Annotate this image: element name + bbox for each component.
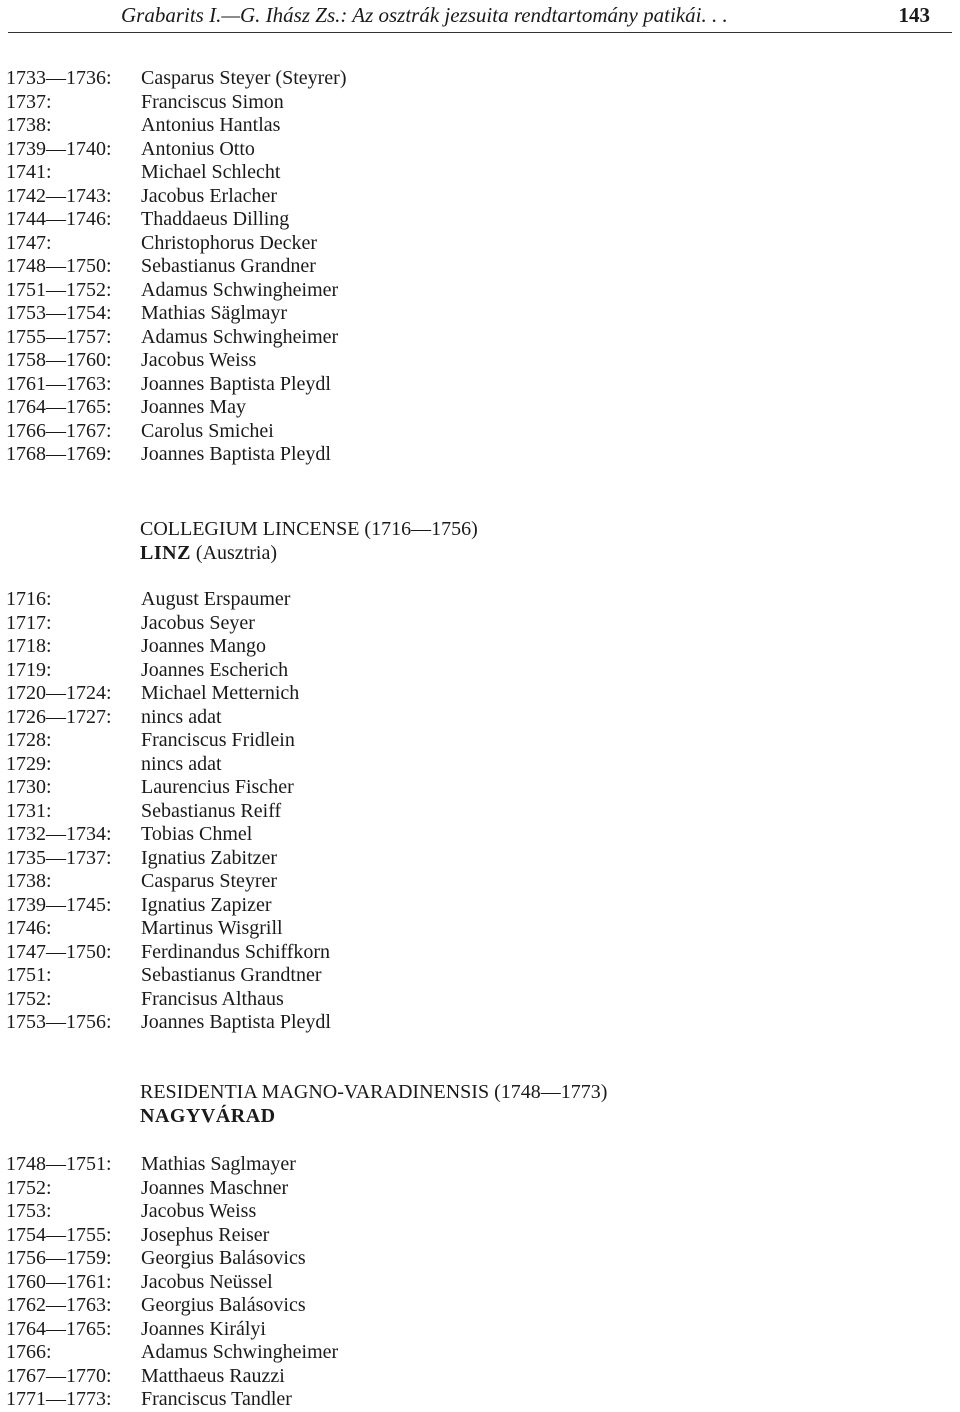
section-title: COLLEGIUM LINCENSE (1716—1756)	[140, 518, 478, 540]
list-item	[6, 1224, 806, 1248]
list-item-name: Joannes Mango	[141, 635, 266, 657]
list-item-name: Ignatius Zapizer	[141, 893, 272, 916]
list-item	[6, 682, 806, 706]
list-item-years: 1764—1765:	[6, 1317, 112, 1340]
list-item	[6, 396, 806, 420]
list-item-name: Casparus Steyrer	[141, 870, 278, 892]
list-item-years: 1753:	[6, 1200, 52, 1222]
running-title: Grabarits I.—G. Ihász Zs.: Az osztrák jezsuita rendtartomány patikái. . .	[121, 3, 728, 27]
list-item-name: Martinus Wisgrill	[141, 917, 283, 939]
section-city: NAGYVÁRAD	[140, 1104, 276, 1127]
list-item-years: 1771—1773:	[6, 1388, 112, 1410]
list-item-name: Jacobus Weiss	[141, 1200, 257, 1222]
list-item-years: 1718:	[6, 635, 52, 657]
pharmacist-list-nagyvarad	[6, 1153, 806, 1412]
list-item-name: Adamus Schwingheimer	[141, 1341, 339, 1363]
list-item	[6, 279, 806, 303]
list-item-years: 1741:	[6, 161, 52, 183]
section-title: RESIDENTIA MAGNO-VARADINENSIS (1748—1773)	[140, 1081, 608, 1103]
list-item-name: Joannes Maschner	[141, 1176, 289, 1199]
list-item-name: Michael Metternich	[141, 682, 300, 704]
list-item	[6, 1271, 806, 1295]
list-item	[6, 800, 806, 824]
list-item	[6, 1247, 806, 1271]
page-number: 143	[898, 3, 930, 27]
list-item	[6, 255, 806, 279]
list-item	[6, 1388, 806, 1412]
list-item-years: 1748—1751:	[6, 1153, 112, 1175]
list-item	[6, 302, 806, 326]
list-item	[6, 894, 806, 918]
list-item	[6, 443, 806, 467]
list-item-name: Georgius Balásovics	[141, 1294, 306, 1316]
list-item-years: 1752:	[6, 1176, 52, 1199]
list-item	[6, 161, 806, 185]
list-item	[6, 1177, 806, 1201]
list-item-name: Francisus Althaus	[141, 987, 284, 1010]
section-heading-nagyvarad	[140, 1081, 607, 1128]
list-item	[6, 988, 806, 1012]
list-item	[6, 185, 806, 209]
list-item-name: Jacobus Seyer	[141, 611, 255, 634]
list-item	[6, 1153, 806, 1177]
list-item-years: 1753—1756:	[6, 1011, 112, 1033]
list-item	[6, 753, 806, 777]
list-item-years: 1731:	[6, 799, 52, 822]
list-item-name: Franciscus Fridlein	[141, 729, 295, 751]
section-heading-linz	[140, 518, 478, 565]
list-item	[6, 964, 806, 988]
list-item	[6, 208, 806, 232]
list-item-name: Sebastianus Grandner	[141, 255, 316, 277]
list-item-years: 1733—1736:	[6, 67, 112, 89]
list-item-years: 1766—1767:	[6, 419, 112, 442]
list-item-name: Adamus Schwingheimer	[141, 325, 339, 348]
list-item-years: 1729:	[6, 752, 52, 775]
list-item	[6, 941, 806, 965]
list-item-name: August Erspaumer	[141, 588, 291, 610]
list-item-name: Christophorus Decker	[141, 231, 318, 254]
list-item	[6, 729, 806, 753]
list-item-years: 1739—1740:	[6, 137, 112, 160]
list-item-name: Antonius Hantlas	[141, 114, 281, 136]
list-item-name: Mathias Säglmayr	[141, 302, 288, 324]
list-item-years: 1752:	[6, 987, 52, 1010]
list-item-name: nincs adat	[141, 705, 222, 728]
list-item	[6, 776, 806, 800]
list-item-name: Ferdinandus Schiffkorn	[141, 940, 331, 963]
list-item-years: 1762—1763:	[6, 1294, 112, 1316]
list-item-name: Casparus Steyer (Steyrer)	[141, 67, 347, 89]
list-item-years: 1754—1755:	[6, 1223, 112, 1246]
list-item-years: 1755—1757:	[6, 325, 112, 348]
list-item-years: 1753—1754:	[6, 302, 112, 324]
list-item	[6, 1341, 806, 1365]
list-item-years: 1747—1750:	[6, 940, 112, 963]
list-item	[6, 326, 806, 350]
list-item-years: 1739—1745:	[6, 893, 112, 916]
list-item-years: 1767—1770:	[6, 1364, 112, 1387]
list-item-name: Michael Schlecht	[141, 161, 281, 183]
list-item-years: 1748—1750:	[6, 255, 112, 277]
list-item-name: Adamus Schwingheimer	[141, 278, 339, 301]
list-item-years: 1720—1724:	[6, 682, 112, 704]
list-item-name: nincs adat	[141, 752, 222, 775]
list-item-years: 1728:	[6, 729, 52, 751]
list-item-years: 1716:	[6, 588, 52, 610]
pharmacist-list-continued	[6, 67, 806, 467]
list-item	[6, 373, 806, 397]
list-item	[6, 870, 806, 894]
list-item	[6, 114, 806, 138]
list-item-name: Joannes May	[141, 396, 246, 418]
list-item-name: Joannes Escherich	[141, 658, 289, 681]
list-item-name: Mathias Saglmayer	[141, 1153, 296, 1175]
section-country: (Ausztria)	[195, 541, 277, 564]
list-item-name: Jacobus Weiss	[141, 349, 257, 371]
list-item	[6, 588, 806, 612]
list-item-name: Franciscus Simon	[141, 90, 284, 113]
list-item-name: Josephus Reiser	[141, 1223, 270, 1246]
pharmacist-list-linz	[6, 588, 806, 1035]
list-item	[6, 138, 806, 162]
list-item-years: 1738:	[6, 114, 52, 136]
list-item-years: 1738:	[6, 870, 52, 892]
list-item-years: 1735—1737:	[6, 846, 112, 869]
list-item	[6, 1318, 806, 1342]
list-item-name: Joannes Királyi	[141, 1317, 266, 1340]
list-item	[6, 1200, 806, 1224]
list-item-years: 1726—1727:	[6, 705, 112, 728]
list-item-years: 1742—1743:	[6, 184, 112, 207]
list-item-years: 1758—1760:	[6, 349, 112, 371]
list-item-name: Antonius Otto	[141, 137, 255, 160]
list-item-years: 1744—1746:	[6, 208, 112, 230]
list-item	[6, 1294, 806, 1318]
list-item-years: 1730:	[6, 776, 52, 798]
list-item-name: Jacobus Erlacher	[141, 184, 278, 207]
list-item	[6, 917, 806, 941]
list-item-name: Tobias Chmel	[141, 823, 253, 845]
list-item-years: 1756—1759:	[6, 1247, 112, 1269]
list-item-name: Thaddaeus Dilling	[141, 208, 290, 230]
list-item	[6, 847, 806, 871]
list-item	[6, 349, 806, 373]
list-item-years: 1764—1765:	[6, 396, 112, 418]
list-item-years: 1737:	[6, 90, 52, 113]
list-item-years: 1751:	[6, 964, 52, 986]
list-item-years: 1717:	[6, 611, 52, 634]
list-item-years: 1766:	[6, 1341, 52, 1363]
list-item	[6, 706, 806, 730]
list-item-name: Jacobus Neüssel	[141, 1270, 273, 1293]
list-item-name: Sebastianus Grandtner	[141, 964, 322, 986]
list-item-name: Matthaeus Rauzzi	[141, 1364, 285, 1387]
list-item-name: Sebastianus Reiff	[141, 799, 282, 822]
list-item	[6, 67, 806, 91]
list-item	[6, 1011, 806, 1035]
section-place	[140, 1105, 607, 1129]
list-item-name: Joannes Baptista Pleydl	[141, 443, 331, 465]
section-place	[140, 542, 478, 566]
list-item-years: 1760—1761:	[6, 1270, 112, 1293]
list-item-name: Franciscus Tandler	[141, 1388, 292, 1410]
list-item-years: 1746:	[6, 917, 52, 939]
list-item	[6, 659, 806, 683]
list-item	[6, 232, 806, 256]
header-rule	[8, 32, 952, 33]
section-city: LINZ	[140, 541, 191, 564]
list-item-years: 1719:	[6, 658, 52, 681]
list-item-years: 1768—1769:	[6, 443, 112, 465]
list-item-name: Joannes Baptista Pleydl	[141, 1011, 331, 1033]
list-item	[6, 91, 806, 115]
list-item	[6, 420, 806, 444]
list-item-name: Joannes Baptista Pleydl	[141, 372, 331, 395]
list-item-name: Georgius Balásovics	[141, 1247, 306, 1269]
running-head	[0, 0, 960, 40]
list-item-years: 1761—1763:	[6, 372, 112, 395]
list-item-name: Ignatius Zabitzer	[141, 846, 278, 869]
list-item	[6, 612, 806, 636]
list-item-years: 1751—1752:	[6, 278, 112, 301]
list-item-name: Carolus Smichei	[141, 419, 274, 442]
list-item	[6, 1365, 806, 1389]
list-item-years: 1732—1734:	[6, 823, 112, 845]
list-item-name: Laurencius Fischer	[141, 776, 294, 798]
list-item	[6, 823, 806, 847]
list-item	[6, 635, 806, 659]
list-item-years: 1747:	[6, 231, 52, 254]
